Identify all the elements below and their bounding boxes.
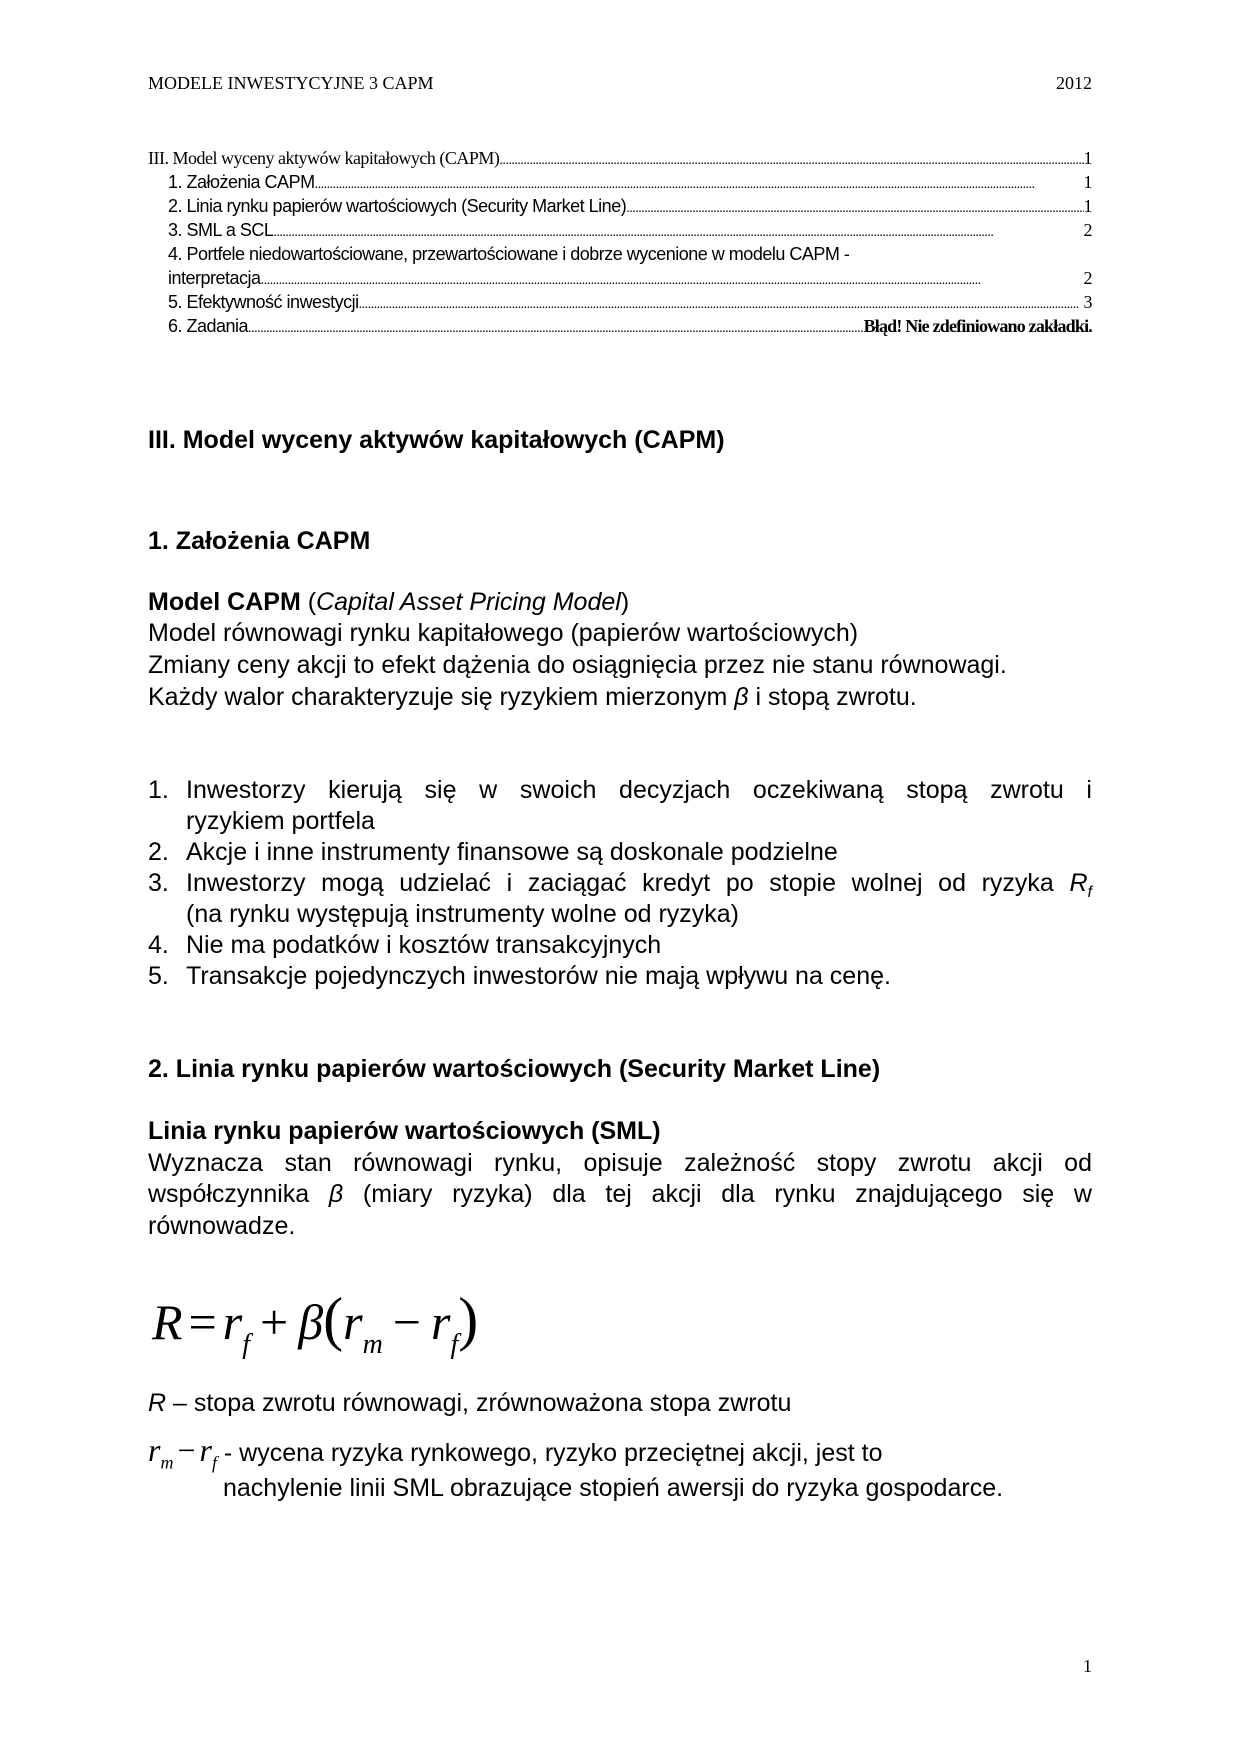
header-title: MODELE INWESTYCYJNE 3 CAPM [148, 73, 434, 93]
formula-sub-f: f [450, 1329, 459, 1360]
list-number: 1. [148, 776, 169, 804]
text: Inwestorzy mogą udzielać i zaciągać kredyt po stopie wolnej od ryzyka [186, 869, 1054, 897]
beta-symbol: β [734, 683, 749, 711]
toc-entry[interactable] [148, 292, 1092, 313]
toc-page: 2 [1083, 220, 1092, 240]
toc-leader [273, 225, 1083, 241]
toc-entry-continued[interactable] [148, 268, 1092, 289]
list-number: 5. [148, 962, 169, 990]
subheading-sml: Linia rynku papierów wartościowych (SML) [148, 1117, 661, 1145]
formula-r: r [431, 1294, 451, 1350]
list-text: Transakcje pojedynczych inwestorów nie mają wpływu na cenę. [186, 962, 891, 990]
list-text: Akcje i inne instrumenty finansowe są doskonale podzielne [186, 838, 838, 866]
paren: ( [300, 588, 317, 616]
toc-leader [359, 297, 1084, 313]
heading-sml: 2. Linia rynku papierów wartościowych (Security Market Line) [148, 1055, 881, 1083]
subscript: f [1087, 884, 1092, 901]
model-capm-line [148, 588, 629, 617]
minus: − [177, 1432, 196, 1468]
toc-entry[interactable] [148, 172, 1092, 193]
header-year: 2012 [1056, 73, 1092, 93]
toc-entry[interactable] [148, 244, 1092, 265]
toc-leader [626, 201, 1083, 217]
section-title: III. Model wyceny aktywów kapitałowych (CAPM) [148, 426, 725, 454]
text: Każdy walor charakteryzuje się ryzykiem mierzonym [148, 683, 728, 711]
toc-page: 1 [1083, 172, 1092, 192]
symbol: r [148, 1432, 161, 1468]
formula-paren: ( [323, 1286, 344, 1352]
toc-label: III. Model wyceny aktywów kapitałowych (CAPM) [148, 148, 500, 168]
toc-page: 1 [1083, 148, 1092, 168]
symbol: r [199, 1432, 212, 1468]
paragraph-line: Wyznacza stan równowagi rynku, opisuje zależność stopy zwrotu akcji od [148, 1149, 1092, 1177]
list-number: 3. [148, 869, 169, 897]
toc-label: interpretacja [168, 268, 261, 288]
definition-market-premium [148, 1432, 882, 1473]
toc-page: 2 [1083, 268, 1092, 288]
text: i stopą zwrotu. [755, 683, 917, 711]
formula-r: r [222, 1294, 243, 1350]
model-capm-fullname: Capital Asset Pricing Model [316, 588, 621, 616]
paragraph-line [148, 683, 917, 712]
text: współczynnika [148, 1180, 310, 1208]
text: – stopa zwrotu równowagi, zrównoważona stopa zwrotu [166, 1389, 792, 1417]
toc-leader [315, 177, 1084, 193]
formula-minus: − [392, 1294, 421, 1350]
paragraph-line: Zmiany ceny akcji to efekt dążenia do osiągnięcia przez nie stanu równowagi. [148, 651, 1007, 679]
text: - wycena ryzyka rynkowego, ryzyko przeciętnej akcji, jest to [216, 1439, 883, 1467]
toc-label: 2. Linia rynku papierów wartościowych (Security Market Line) [168, 196, 627, 216]
market-premium-symbol [148, 1432, 217, 1473]
formula-r: r [343, 1294, 363, 1350]
list-number: 2. [148, 838, 169, 866]
toc-label: 4. Portfele niedowartościowane, przewartościowane i dobrze wycenione w modelu CAPM - [168, 244, 850, 264]
subscript: m [160, 1452, 174, 1473]
formula-R: R [152, 1294, 183, 1350]
toc-leader [248, 321, 864, 337]
paragraph-line [148, 1180, 1092, 1209]
risk-free-rate-symbol [1069, 869, 1092, 901]
toc-page: 1 [1083, 196, 1092, 216]
heading-assumptions: 1. Założenia CAPM [148, 527, 371, 555]
list-text: (na rynku występują instrumenty wolne od ryzyka) [186, 900, 740, 928]
toc-entry[interactable] [148, 316, 1092, 337]
list-text: ryzykiem portfela [186, 807, 375, 835]
toc-error-text: Błąd! Nie zdefiniowano zakładki. [863, 316, 1092, 336]
toc-leader [499, 153, 1083, 169]
definition-continued: nachylenie linii SML obrazujące stopień awersji do ryzyka gospodarce. [223, 1474, 1004, 1502]
toc-entry[interactable] [148, 196, 1092, 217]
formula-paren: ) [458, 1286, 479, 1352]
model-capm-bold: Model CAPM [148, 588, 301, 616]
toc-entry[interactable] [148, 148, 1092, 169]
beta-symbol: β [328, 1180, 344, 1208]
formula-equals: = [188, 1294, 217, 1350]
toc-entry[interactable] [148, 220, 1092, 241]
toc-label: 1. Założenia CAPM [168, 172, 315, 192]
list-text: Inwestorzy kierują się w swoich decyzjach oczekiwaną stopą zwrotu i [186, 776, 1092, 804]
list-text [186, 869, 1092, 902]
list-number: 4. [148, 931, 169, 959]
toc-label: 6. Zadania [168, 316, 249, 336]
sml-formula [152, 1285, 478, 1361]
paragraph-line: równowadze. [148, 1212, 296, 1240]
toc-label: 3. SML a SCL [168, 220, 274, 240]
page-number: 1 [1083, 1656, 1092, 1676]
paragraph-line: Model równowagi rynku kapitałowego (papierów wartościowych) [148, 619, 859, 647]
list-text: Nie ma podatków i kosztów transakcyjnych [186, 931, 662, 959]
symbol: R [1069, 869, 1088, 897]
toc-label: 5. Efektywność inwestycji [168, 292, 359, 312]
symbol-R: R [148, 1389, 167, 1417]
formula-sub-f: f [242, 1329, 250, 1360]
formula-plus: + [260, 1294, 289, 1350]
formula-beta: β [298, 1294, 324, 1350]
toc-page: 3 [1083, 292, 1092, 312]
subscript: f [211, 1452, 217, 1473]
toc-leader [261, 273, 1084, 289]
definition-R [148, 1389, 791, 1418]
text: (miary ryzyka) dla tej akcji dla rynku znajdującego się w [362, 1180, 1092, 1208]
formula-sub-m: m [362, 1329, 383, 1360]
paren: ) [620, 588, 630, 616]
